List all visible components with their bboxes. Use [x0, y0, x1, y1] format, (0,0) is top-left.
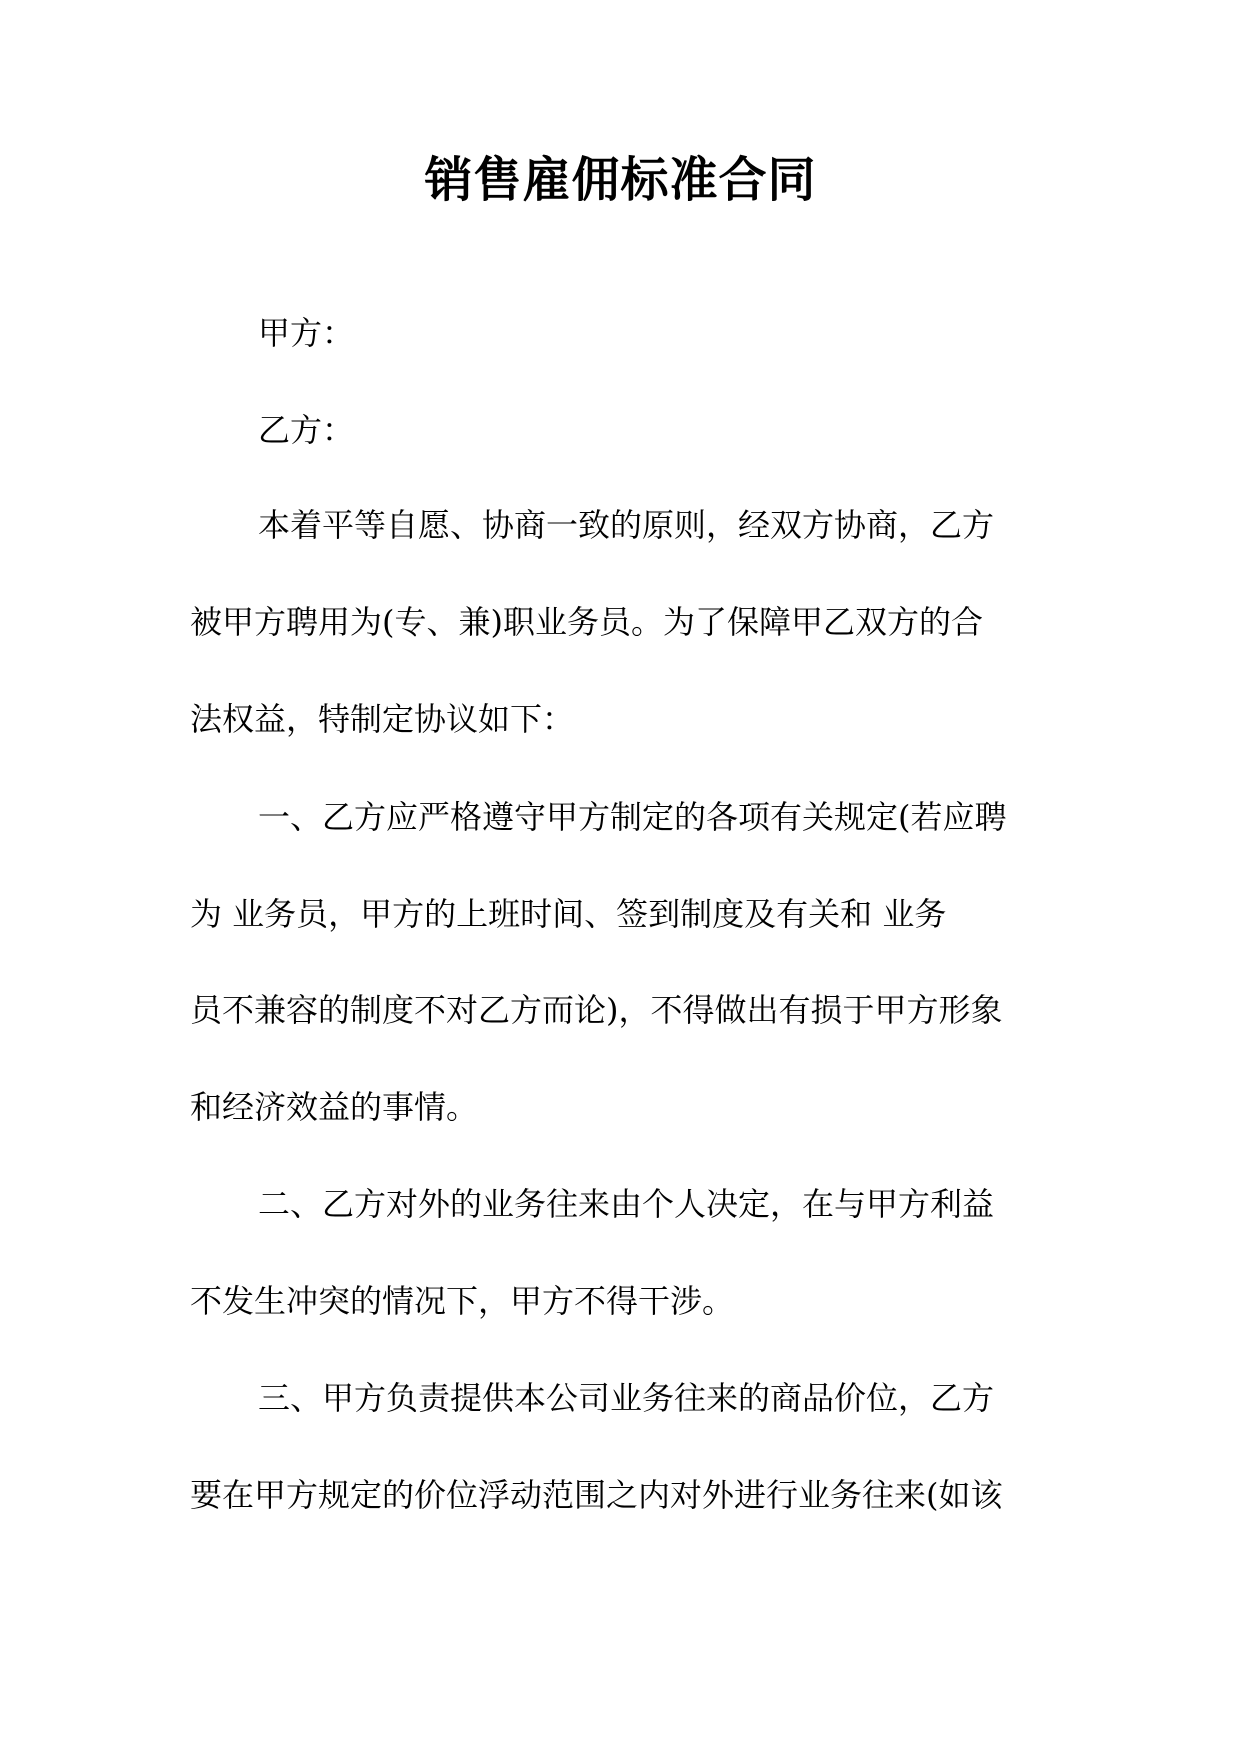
clause-1-line-2: 为 业务员，甲方的上班时间、签到制度及有关和 业务: [190, 895, 947, 933]
party-a-label: 甲方：: [258, 314, 355, 352]
document-title: 销售雇佣标准合同: [424, 152, 817, 208]
clause-3-line-2: 要在甲方规定的价位浮动范围之内对外进行业务往来(如该: [190, 1476, 1003, 1514]
clause-2-line-1: 二、乙方对外的业务往来由个人决定，在与甲方利益: [258, 1185, 995, 1223]
party-b-label: 乙方：: [258, 411, 355, 449]
clause-1-line-3: 员不兼容的制度不对乙方而论)，不得做出有损于甲方形象: [190, 991, 1003, 1029]
clause-1-line-4: 和经济效益的事情。: [190, 1088, 479, 1126]
clause-2-line-2: 不发生冲突的情况下，甲方不得干涉。: [190, 1282, 735, 1320]
preamble-line-3: 法权益，特制定协议如下：: [190, 700, 575, 738]
clause-3-line-1: 三、甲方负责提供本公司业务往来的商品价位，乙方: [258, 1379, 995, 1417]
preamble-line-2: 被甲方聘用为(专、兼)职业务员。为了保障甲乙双方的合: [190, 603, 983, 641]
preamble-line-1: 本着平等自愿、协商一致的原则，经双方协商，乙方: [258, 506, 995, 544]
clause-1-line-1: 一、乙方应严格遵守甲方制定的各项有关规定(若应聘: [258, 798, 1007, 836]
